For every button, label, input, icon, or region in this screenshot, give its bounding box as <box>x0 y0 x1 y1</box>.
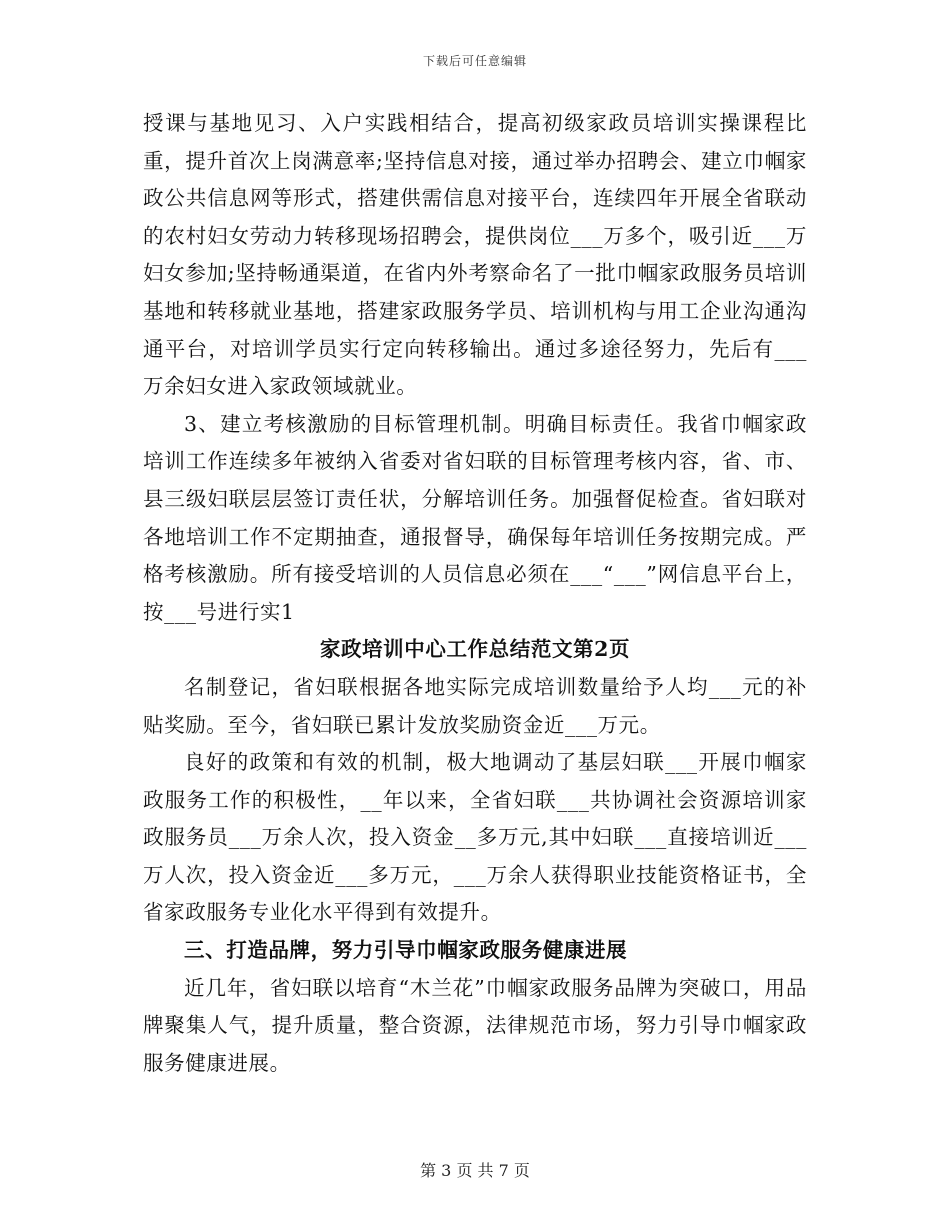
page-heading: 家政培训中心工作总结范文第2页 <box>319 637 631 662</box>
header-note: 下载后可任意编辑 <box>422 54 527 68</box>
paragraph-brand: 近几年，省妇联以培育“木兰花”巾帼家政服务品牌为突破口，用品牌聚集人气，提升质量，整合资源，法律规范市场，努力引导巾帼家政服务健康进展。 <box>143 975 807 1075</box>
paragraph-results: 良好的政策和有效的机制，极大地调动了基层妇联___开展巾帼家政服务工作的积极性，__年以来，全省妇联___共协调社会资源培训家政服务员___万余人次，投入资金__多万元,其中妇联___直接培训近___万人次，投入资金近___多万元，___万余人获得职业技能资格证书，全省家政服务专业化水平得到有效提升。 <box>143 750 807 925</box>
paragraph-subsidy: 名制登记，省妇联根据各地实际完成培训数量给予人均___元的补贴奖励。至今，省妇联已累计发放奖励资金近___万元。 <box>143 674 807 737</box>
section-heading-brand: 三、打造品牌，努力引导巾帼家政服务健康进展 <box>184 938 628 963</box>
document-body <box>143 105 807 1082</box>
paragraph-assessment-mechanism: 3、建立考核激励的目标管理机制。明确目标责任。我省巾帼家政培训工作连续多年被纳入省委对省妇联的目标管理考核内容，省、市、县三级妇联层层签订责任状，分解培训任务。加强督促检查。省妇联对各地培训工作不定期抽查，通报督导，确保每年培训任务按期完成。严格考核激励。所有接受培训的人员信息必须在___“___”网信息平台上，按___号进行实1 <box>143 411 807 624</box>
page-number: 第 3 页 共 7 页 <box>420 1161 530 1180</box>
paragraph-training-channels: 授课与基地见习、入户实践相结合，提高初级家政员培训实操课程比重，提升首次上岗满意率;坚持信息对接，通过举办招聘会、建立巾帼家政公共信息网等形式，搭建供需信息对接平台，连续四年开展全省联动的农村妇女劳动力转移现场招聘会，提供岗位___万多个，吸引近___万妇女参加;坚持畅通渠道，在省内外考察命名了一批巾帼家政服务员培训基地和转移就业基地，搭建家政服务学员、培训机构与用工企业沟通沟通平台，对培训学员实行定向转移输出。通过多途径努力，先后有___万余妇女进入家政领域就业。 <box>143 111 807 399</box>
